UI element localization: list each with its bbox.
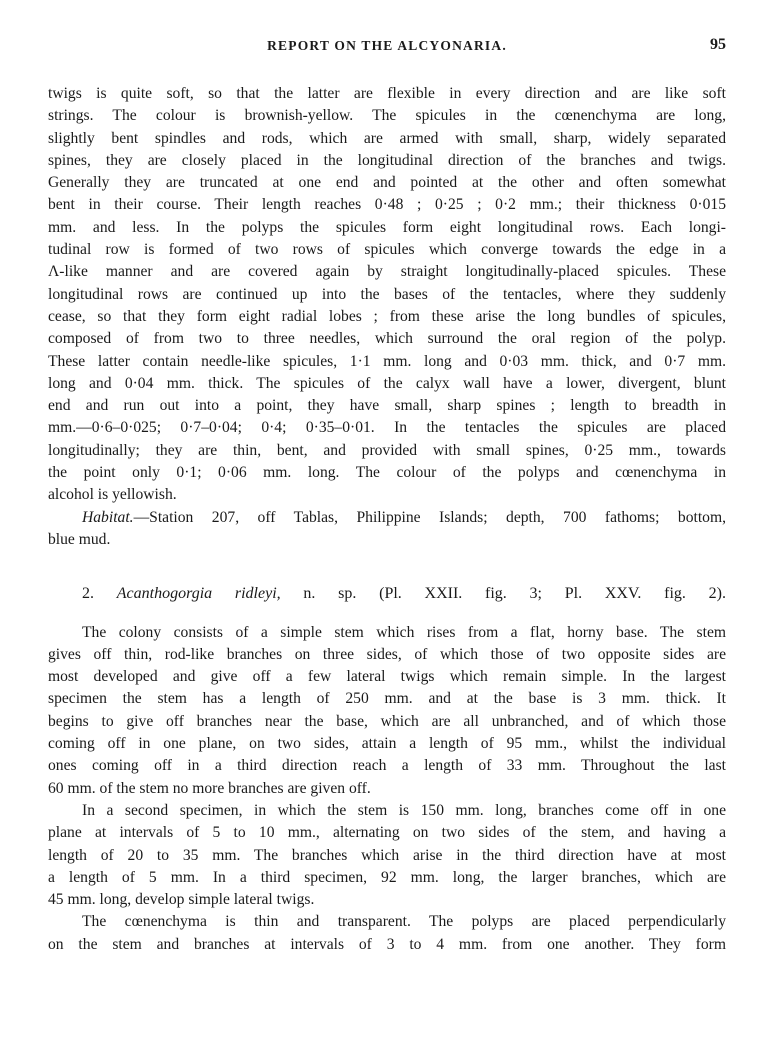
text-line: 60 mm. of the stem no more branches are given off.	[48, 779, 371, 797]
text-line: longitudinal rows are continued up into the bases of the tentacles, where they suddenly	[48, 285, 726, 303]
text-line: longitudinally; they are thin, bent, and provided with small spines, 0·25 mm., towards	[48, 441, 726, 459]
text-line: bent in their course. Their length reaches 0·48 ; 0·25 ; 0·2 mm.; their thickness 0·015	[48, 196, 726, 214]
text-line: In a second specimen, in which the stem is 150 mm. long, branches come off in one	[82, 801, 726, 819]
text-line: mm.—0·6–0·025; 0·7–0·04; 0·4; 0·35–0·01. In the tentacles the spicules are placed	[48, 419, 726, 437]
text-line: 45 mm. long, develop simple lateral twigs.	[48, 891, 315, 909]
text-line: twigs is quite soft, so that the latter are flexible in every direction and are like soft	[48, 85, 726, 102]
text-line: tudinal row is formed of two rows of spicules which converge towards the edge in a	[48, 241, 726, 259]
habitat-paragraph	[48, 507, 726, 552]
text-line: ones coming off in a third direction reach a length of 33 mm. Throughout the last	[48, 757, 726, 775]
text-line: gives off thin, rod-like branches on three sides, of which those of two opposite sides are	[48, 645, 726, 663]
habitat-line-2: blue mud.	[48, 530, 111, 548]
text-line: on the stem and branches at intervals of 3 to 4 mm. from one another. They form	[48, 935, 726, 953]
paragraph-second-specimen	[48, 800, 726, 911]
text-line: a length of 5 mm. In a third specimen, 92 mm. long, the larger branches, which are	[48, 868, 726, 886]
text-line: specimen the stem has a length of 250 mm. and at the base is 3 mm. thick. It	[48, 690, 726, 708]
page-number: 95	[710, 36, 726, 53]
text-line: mm. and less. In the polyps the spicules form eight longitudinal rows. Each longi-	[48, 218, 726, 236]
paragraph-colony	[48, 622, 726, 800]
text-line: composed of from two to three needles, which surround the oral region of the polyp.	[48, 330, 726, 348]
text-line: alcohol is yellowish.	[48, 486, 177, 504]
habitat-text: —Station 207, off Tablas, Philippine Islands; depth, 700 fathoms; bottom,	[133, 508, 726, 526]
text-line: slightly bent spindles and rods, which are armed with small, sharp, widely separated	[48, 129, 726, 147]
text-line: strings. The colour is brownish-yellow. The spicules in the cœnenchyma are long,	[48, 107, 726, 125]
species-reference: n. sp. (Pl. XXII. fig. 3; Pl. XXV. fig. 2).	[303, 585, 727, 603]
species-name: Acanthogorgia ridleyi,	[116, 585, 281, 603]
text-line: The colony consists of a simple stem which rises from a flat, horny base. The stem	[82, 623, 726, 641]
text-line: coming off in one plane, on two sides, attain a length of 95 mm., whilst the individual	[48, 735, 726, 753]
habitat-line	[48, 507, 726, 529]
page-header	[48, 38, 726, 60]
text-line: Λ-like manner and are covered again by straight longitudinally-placed spicules. These	[48, 263, 726, 281]
paragraph-spicules	[48, 83, 726, 507]
habitat-label: Habitat.	[82, 508, 134, 526]
text-line: spines, they are closely placed in the longitudinal direction of the branches and twigs.	[48, 151, 726, 169]
species-number: 2.	[82, 585, 94, 603]
text-line: long and 0·04 mm. thick. The spicules of the calyx wall have a lower, divergent, blunt	[48, 374, 726, 392]
text-line: The cœnenchyma is thin and transparent. The polyps are placed perpendicularly	[82, 913, 726, 931]
text-line: end and run out into a point, they have small, sharp spines ; length to breadth in	[48, 397, 726, 415]
text-line: the point only 0·1; 0·06 mm. long. The colour of the polyps and cœnenchyma in	[48, 464, 726, 482]
running-title: REPORT ON THE ALCYONARIA.	[267, 38, 507, 53]
text-line: Generally they are truncated at one end and pointed at the other and often somewhat	[48, 174, 726, 192]
species-heading	[48, 583, 726, 605]
text-line: most developed and give off a few lateral twigs which remain simple. In the largest	[48, 668, 726, 686]
text-line: begins to give off branches near the base, which are all unbranched, and of which those	[48, 712, 726, 730]
text-line: plane at intervals of 5 to 10 mm., alternating on two sides of the stem, and having a	[48, 824, 726, 842]
body-text	[48, 83, 726, 956]
paragraph-coenenchyma	[48, 911, 726, 956]
text-line: cease, so that they form eight radial lobes ; from these arise the long bundles of spicules,	[48, 307, 726, 325]
text-line: length of 20 to 35 mm. The branches which arise in the third direction have at most	[48, 846, 726, 864]
text-line: These latter contain needle-like spicules, 1·1 mm. long and 0·03 mm. thick, and 0·7 mm.	[48, 352, 726, 370]
